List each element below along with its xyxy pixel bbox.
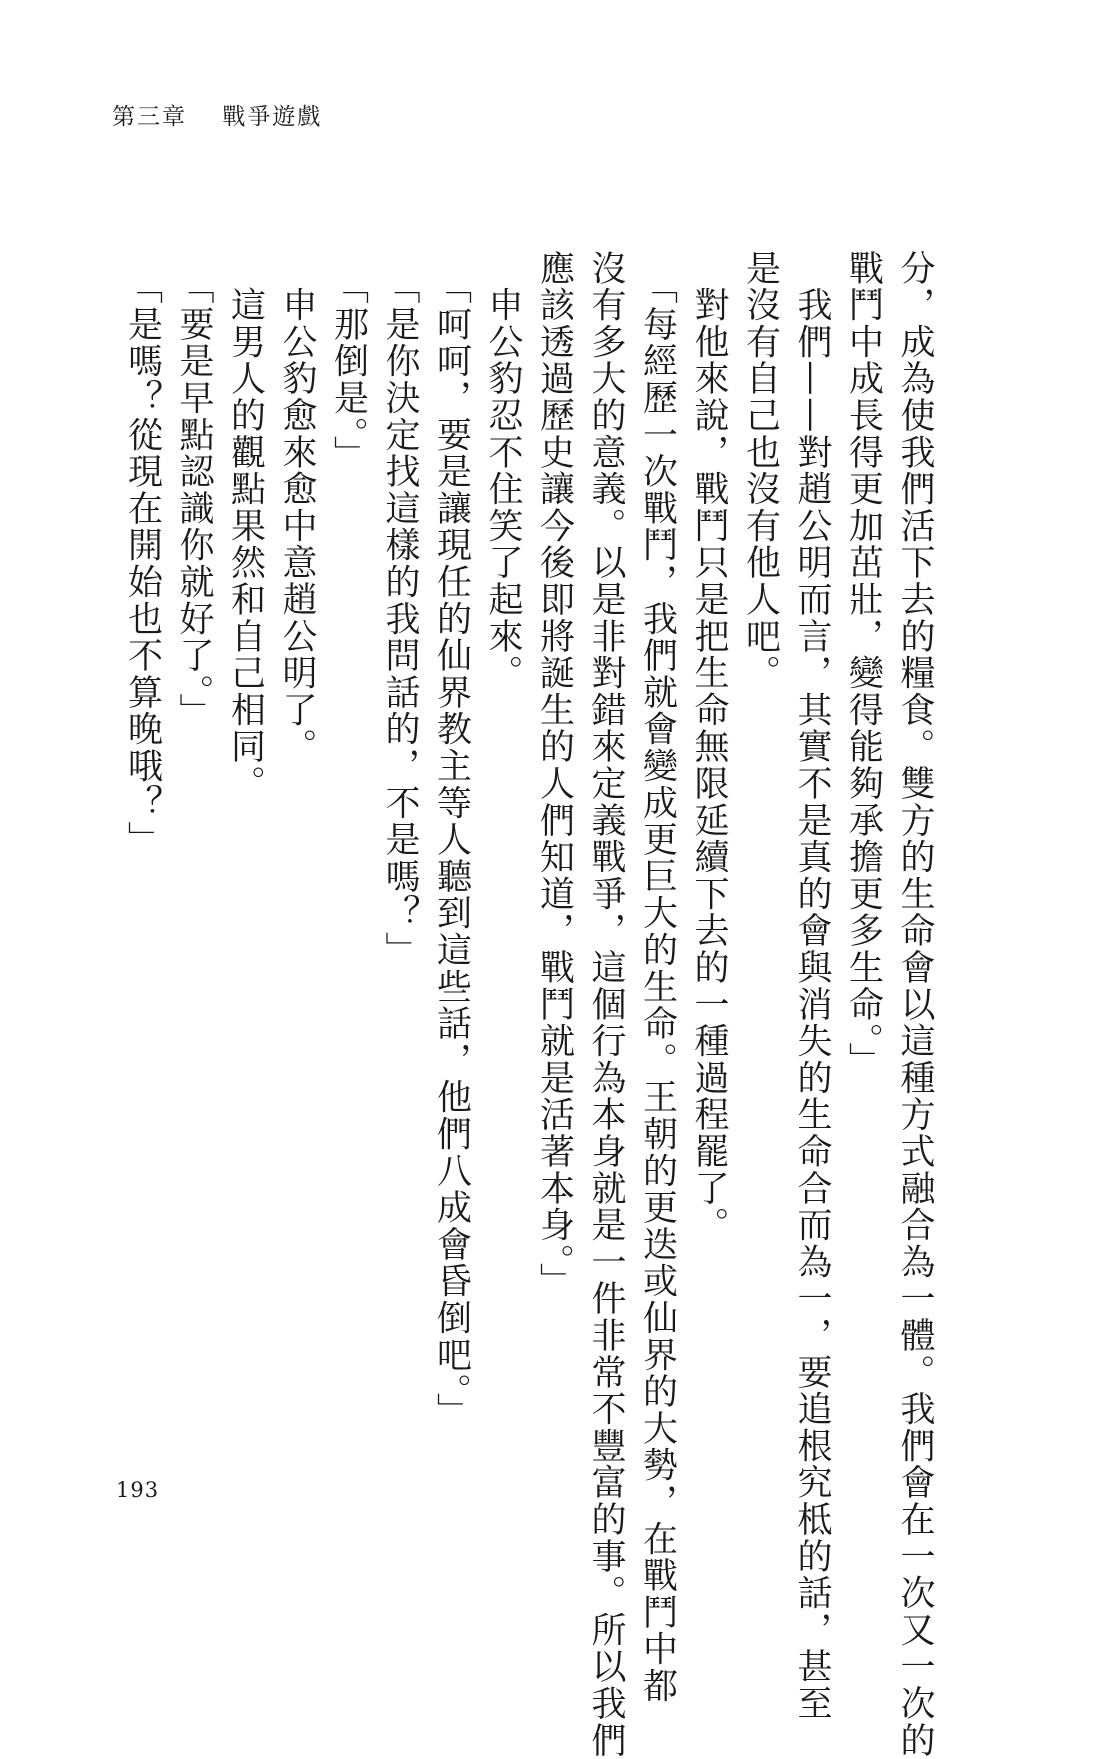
text-line: 這男人的觀點果然和自己相同。 (225, 250, 266, 802)
text-line: 沒有多大的意義。以是非對錯來定義戰爭，這個行為本身就是一件非常不豐富的事。所以我們 (586, 250, 626, 1759)
text-line: 戰鬥中成長得更加茁壯，變得能夠承擔更多生命。」 (843, 250, 884, 1079)
text-line: 申公豹忍不住笑了起來。 (483, 250, 523, 692)
text-line: 「每經歷一次戰鬥，我們就會變成更巨大的生命。王朝的更迭或仙界的大勢，在戰鬥中都 (637, 250, 678, 1705)
text-line: 「要是早點認識你就好了。」 (174, 250, 214, 731)
running-header (112, 98, 322, 131)
text-line: 是沒有自己也沒有他人吧。 (740, 250, 781, 692)
text-line: 我們——對趙公明而言，其實不是真的會與消失的生命合而為一，要追根究柢的話，甚至 (792, 250, 832, 1722)
text-line: 對他來說，戰鬥只是把生命無限延續下去的一種過程罷了。 (689, 250, 729, 1244)
text-line: 應該透過歷史讓今後即將誕生的人們知道，戰鬥就是活著本身。」 (534, 250, 575, 1300)
text-line: 「是你決定找這樣的我問話的，不是嗎？」 (380, 250, 420, 969)
text-line: 「呵呵，要是讓現任的仙界教主等人聽到這些話，他們八成會昏倒吧。」 (431, 250, 472, 1430)
chapter-title: 戰爭遊戲 (222, 104, 323, 130)
text-line: 「是嗎？從現在開始也不算晚哦？」 (122, 250, 163, 859)
chapter-number: 第三章 (112, 104, 187, 130)
text-line: 申公豹愈來愈中意趙公明了。 (277, 250, 317, 766)
text-line: 「那倒是。」 (328, 250, 369, 473)
text-line: 分，成為使我們活下去的糧食。雙方的生命會以這種方式融合為一體。我們會在一次又一次的 (895, 250, 935, 1759)
page-number: 193 (116, 1478, 160, 1502)
